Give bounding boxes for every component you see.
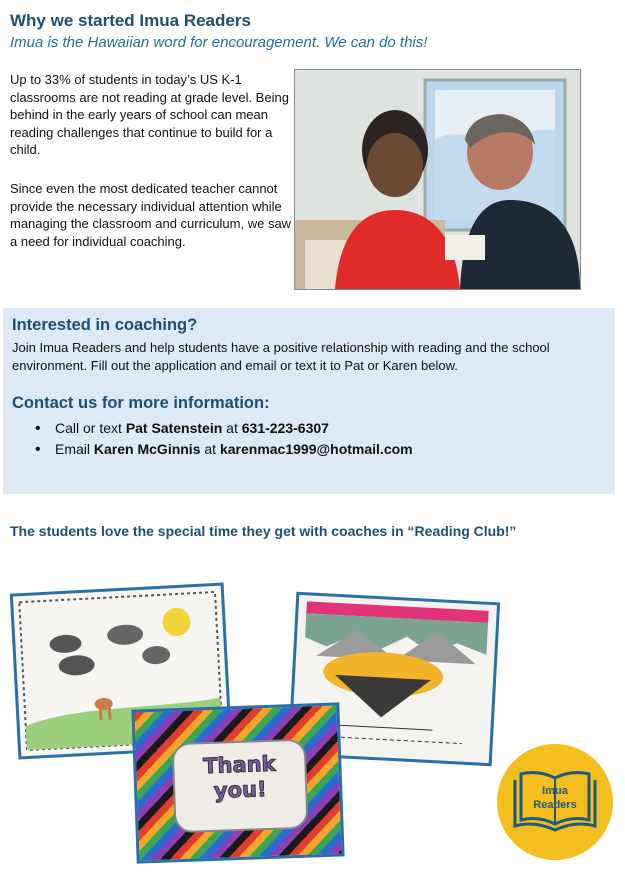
contact-phone-number[interactable]: 631-223-6307 bbox=[241, 420, 329, 436]
contact-name: Karen McGinnis bbox=[93, 441, 201, 457]
students-caption: The students love the special time they get with coaches in “Reading Club!” bbox=[10, 523, 517, 539]
contact-prefix: Call or text bbox=[55, 420, 126, 436]
coaching-heading: Interested in coaching? bbox=[12, 316, 198, 334]
imua-readers-logo bbox=[497, 744, 613, 860]
intro-paragraph-1: Up to 33% of students in today’s US K-1 classrooms are not reading at grade level. Being behind in the early years of school can mean reading challenges that continue to build for a child. bbox=[10, 72, 289, 157]
intro-paragraph-2: Since even the most dedicated teacher cannot provide the necessary individual attention while managing the classroom and curriculum, we saw a need for individual coaching. bbox=[10, 181, 292, 249]
contact-list bbox=[33, 418, 413, 460]
logo-label bbox=[497, 784, 613, 812]
contact-prefix: Email bbox=[55, 441, 94, 457]
page-subtitle: Imua is the Hawaiian word for encouragement. We can do this! bbox=[10, 34, 428, 51]
coaching-info-panel bbox=[3, 308, 615, 494]
coach-reading-illustration bbox=[295, 70, 580, 289]
contact-heading: Contact us for more information: bbox=[12, 394, 270, 412]
thank-you-line-1: Thank bbox=[202, 751, 276, 779]
contact-item-email bbox=[33, 439, 413, 460]
coaching-description: Join Imua Readers and help students have a positive relationship with reading and the school environment. Fill out the application and email or text it to Pat or Karen below. bbox=[12, 340, 550, 373]
contact-item-phone bbox=[33, 418, 413, 439]
contact-connector: at bbox=[200, 441, 220, 457]
contact-email-address[interactable]: karenmac1999@hotmail.com bbox=[219, 441, 413, 457]
page-title: Why we started Imua Readers bbox=[10, 11, 251, 30]
thank-you-plate bbox=[172, 739, 309, 834]
student-thank-you-card bbox=[131, 702, 344, 863]
coach-reading-photo bbox=[294, 69, 581, 290]
thank-you-line-2: you! bbox=[213, 777, 267, 803]
contact-name: Pat Satenstein bbox=[125, 420, 223, 436]
logo-line-1: Imua bbox=[542, 785, 568, 797]
contact-connector: at bbox=[222, 420, 242, 436]
logo-line-2: Readers bbox=[533, 799, 577, 811]
